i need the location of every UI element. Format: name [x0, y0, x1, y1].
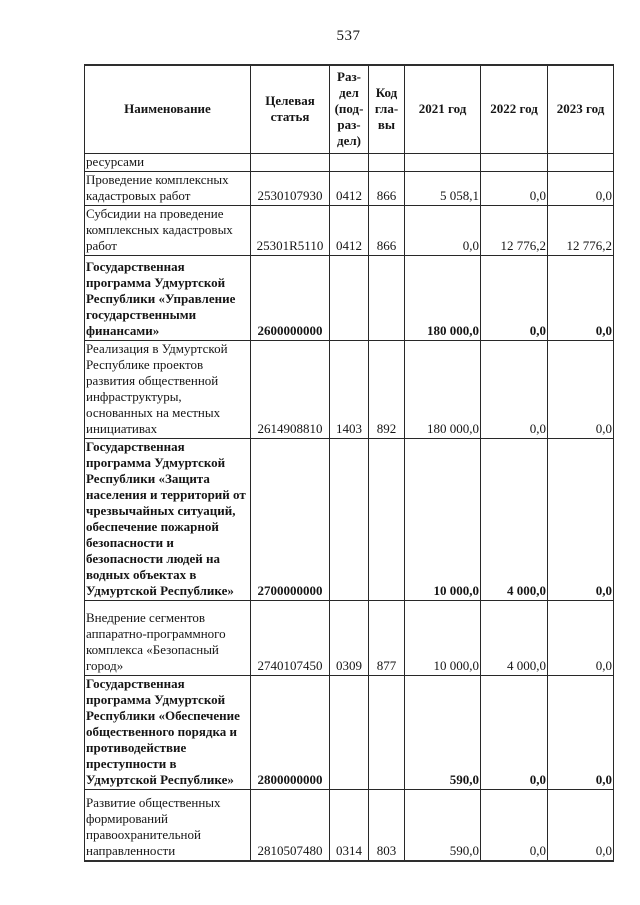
column-header-target-article: Целевая статья	[251, 65, 330, 153]
cell-name: Государственная программа Удмуртской Республики «Защита населения и территорий от чрезвычайных ситуаций, обеспечение пожарной безопасности и безопасности людей на водных объектах в Удмуртской Республике»	[85, 438, 251, 600]
cell-year-2023: 0,0	[548, 340, 614, 438]
cell-year-2023: 0,0	[548, 600, 614, 675]
cell-year-2023: 0,0	[548, 789, 614, 861]
table-body	[85, 153, 614, 861]
cell-year-2021: 5 058,1	[405, 171, 481, 205]
cell-year-2021	[405, 153, 481, 171]
cell-year-2021: 590,0	[405, 675, 481, 789]
cell-year-2021: 180 000,0	[405, 255, 481, 340]
cell-year-2022: 0,0	[481, 171, 548, 205]
table-row	[85, 789, 614, 861]
cell-section	[330, 675, 369, 789]
cell-name: Внедрение сегментов аппаратно-программного комплекса «Безопасный город»	[85, 600, 251, 675]
cell-section: 1403	[330, 340, 369, 438]
cell-chapter: 803	[369, 789, 405, 861]
column-header-section-subsection: Раз-дел (под-раз-дел)	[330, 65, 369, 153]
cell-target-article: 2810507480	[251, 789, 330, 861]
cell-chapter: 892	[369, 340, 405, 438]
cell-year-2021: 10 000,0	[405, 438, 481, 600]
cell-year-2022: 0,0	[481, 789, 548, 861]
cell-year-2021: 10 000,0	[405, 600, 481, 675]
cell-section: 0309	[330, 600, 369, 675]
cell-section	[330, 255, 369, 340]
column-header-year-2022: 2022 год	[481, 65, 548, 153]
cell-year-2021: 590,0	[405, 789, 481, 861]
column-header-year-2021: 2021 год	[405, 65, 481, 153]
table-row	[85, 438, 614, 600]
cell-year-2023: 0,0	[548, 171, 614, 205]
cell-chapter	[369, 255, 405, 340]
cell-section: 0314	[330, 789, 369, 861]
cell-section: 0412	[330, 205, 369, 255]
table-row	[85, 255, 614, 340]
cell-section: 0412	[330, 171, 369, 205]
table-row	[85, 171, 614, 205]
cell-name: Реализация в Удмуртской Республике проектов развития общественной инфраструктуры, основанных на местных инициативах	[85, 340, 251, 438]
table-row	[85, 153, 614, 171]
table-row	[85, 600, 614, 675]
cell-name: Государственная программа Удмуртской Республики «Обеспечение общественного порядка и противодействие преступности в Удмуртской Республике»	[85, 675, 251, 789]
cell-section	[330, 153, 369, 171]
table-row	[85, 205, 614, 255]
cell-year-2022: 0,0	[481, 340, 548, 438]
cell-year-2023	[548, 153, 614, 171]
column-header-year-2023: 2023 год	[548, 65, 614, 153]
cell-year-2022	[481, 153, 548, 171]
cell-target-article: 2800000000	[251, 675, 330, 789]
table-row	[85, 340, 614, 438]
cell-target-article: 2700000000	[251, 438, 330, 600]
cell-name: Развитие общественных формирований правоохранительной направленности	[85, 789, 251, 861]
cell-target-article	[251, 153, 330, 171]
cell-year-2022: 0,0	[481, 675, 548, 789]
cell-chapter: 866	[369, 205, 405, 255]
cell-name: Проведение комплексных кадастровых работ	[85, 171, 251, 205]
cell-year-2023: 12 776,2	[548, 205, 614, 255]
cell-name: ресурсами	[85, 153, 251, 171]
cell-year-2021: 0,0	[405, 205, 481, 255]
cell-year-2022: 0,0	[481, 255, 548, 340]
cell-chapter	[369, 438, 405, 600]
cell-target-article: 25301R5110	[251, 205, 330, 255]
column-header-name: Наименование	[85, 65, 251, 153]
page-number: 537	[336, 28, 361, 44]
cell-year-2023: 0,0	[548, 675, 614, 789]
cell-chapter: 866	[369, 171, 405, 205]
cell-name: Субсидии на проведение комплексных кадастровых работ	[85, 205, 251, 255]
cell-chapter: 877	[369, 600, 405, 675]
cell-year-2022: 4 000,0	[481, 600, 548, 675]
header-row	[85, 65, 614, 153]
cell-target-article: 2530107930	[251, 171, 330, 205]
cell-year-2022: 4 000,0	[481, 438, 548, 600]
cell-name: Государственная программа Удмуртской Республики «Управление государственными финансами»	[85, 255, 251, 340]
cell-chapter	[369, 153, 405, 171]
cell-year-2023: 0,0	[548, 438, 614, 600]
cell-section	[330, 438, 369, 600]
table-row	[85, 675, 614, 789]
column-header-chapter-code: Код гла-вы	[369, 65, 405, 153]
cell-year-2023: 0,0	[548, 255, 614, 340]
budget-table	[84, 64, 614, 862]
cell-target-article: 2740107450	[251, 600, 330, 675]
cell-target-article: 2614908810	[251, 340, 330, 438]
cell-target-article: 2600000000	[251, 255, 330, 340]
cell-year-2021: 180 000,0	[405, 340, 481, 438]
cell-chapter	[369, 675, 405, 789]
cell-year-2022: 12 776,2	[481, 205, 548, 255]
